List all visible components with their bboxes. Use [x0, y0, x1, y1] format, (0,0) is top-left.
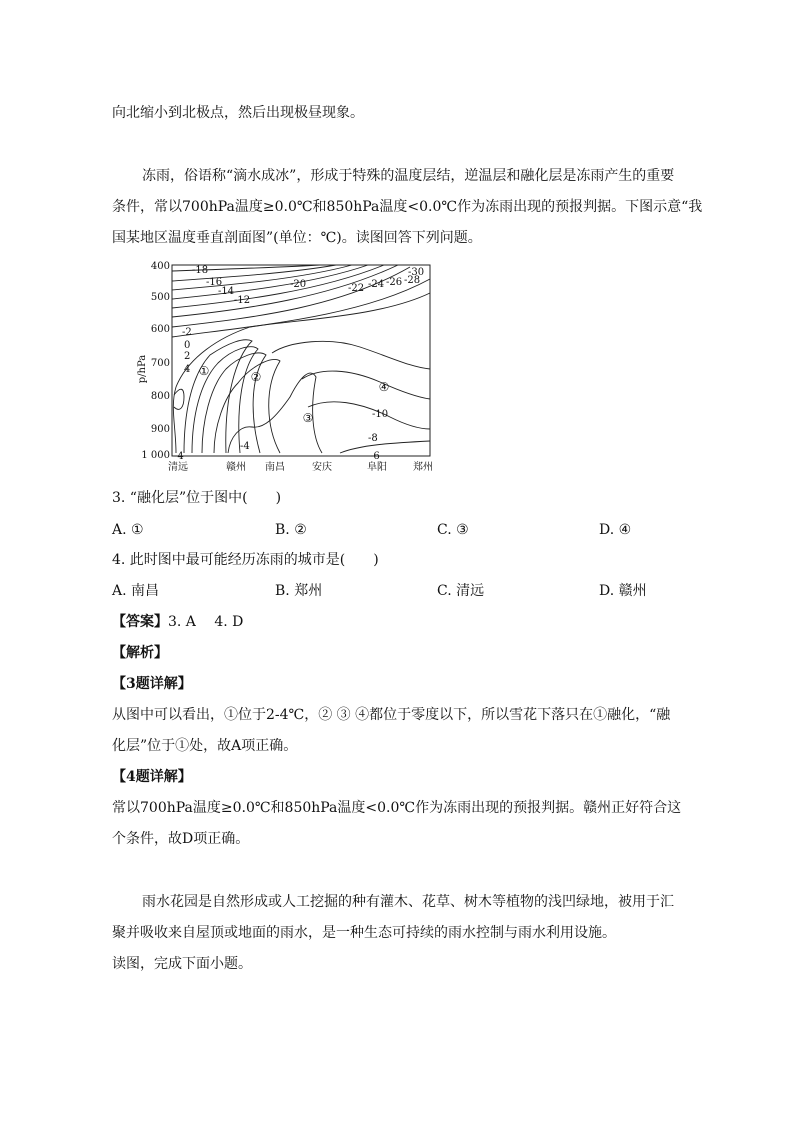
- intro-line-1: 冻雨，俗语称“滴水成冰”，形成于特殊的温度层结，逆温层和融化层是冻雨产生的重要: [142, 168, 675, 184]
- x-tick-label: 郑州: [413, 462, 433, 473]
- answer-label: 【答案】: [112, 614, 168, 630]
- isotherm-label: -26: [386, 277, 403, 288]
- isotherm-label: -16: [206, 277, 223, 288]
- region-marker-1: ①: [198, 364, 210, 378]
- x-tick-label: 赣州: [226, 462, 246, 473]
- x-tick-label: 阜阳: [367, 462, 387, 473]
- isotherm-label: -10: [372, 409, 389, 420]
- q4-option-b: B. 郑州: [275, 583, 323, 599]
- isotherm-label: -8: [368, 433, 378, 444]
- prev-answer-tail: 向北缩小到北极点，然后出现极昼现象。: [112, 105, 364, 121]
- detail-3-line-2: 化层”位于①处，故A项正确。: [112, 738, 298, 754]
- y-axis-label: p/hPa: [137, 354, 148, 384]
- isotherm-lines: [172, 265, 430, 453]
- q3-option-c: C. ③: [437, 522, 469, 538]
- y-tick-label: 400: [150, 261, 170, 272]
- isotherm-label: -2: [182, 327, 192, 338]
- question-3-stem: 3. “融化层”位于图中( ): [112, 490, 282, 506]
- isotherm-label: -28: [404, 275, 421, 286]
- detail-3-line-1: 从图中可以看出，①位于2-4℃，② ③ ④都位于零度以下，所以雪花下落只在①融化，“融: [112, 707, 671, 723]
- x-tick-label: 清远: [168, 462, 188, 473]
- y-tick-label: 900: [150, 424, 170, 435]
- isotherm-label: -24: [368, 279, 385, 290]
- isotherm-label: -14: [218, 286, 235, 297]
- q3-option-a: A. ①: [112, 522, 144, 538]
- x-tick-label: 安庆: [312, 462, 332, 473]
- isotherm-label: -22: [348, 283, 365, 294]
- y-tick-label: 1 000: [141, 450, 170, 461]
- answer-text: 3. A 4. D: [168, 614, 244, 630]
- isotherm-label: -4: [174, 451, 184, 462]
- q3-option-d: D. ④: [599, 522, 632, 538]
- y-tick-label: 800: [150, 391, 170, 402]
- q4-option-d: D. 赣州: [599, 583, 647, 599]
- analysis-label: 【解析】: [112, 645, 168, 661]
- q4-option-a: A. 南昌: [112, 583, 160, 599]
- answer-line: [112, 613, 243, 631]
- q3-option-b: B. ②: [275, 522, 307, 538]
- isotherm-label: -18: [192, 265, 209, 276]
- isotherm-label: 0: [184, 340, 191, 351]
- isotherm-label: -20: [290, 279, 307, 290]
- intro-line-2: 条件，常以700hPa温度≥0.0℃和850hPa温度<0.0℃作为冻雨出现的预报判据。下图示意“我: [112, 199, 703, 215]
- isotherm-label: 4: [184, 364, 191, 375]
- y-tick-label: 700: [150, 358, 170, 369]
- intro-line-3: 国某地区温度垂直剖面图”(单位：℃)。读图回答下列问题。: [112, 230, 482, 246]
- isotherm-label: -6: [370, 451, 380, 462]
- isotherm-label: 2: [184, 351, 191, 362]
- region-marker-4: ④: [378, 380, 390, 394]
- isotherm-label: -12: [234, 295, 251, 306]
- intro2-line-2: 聚并吸收来自屋顶或地面的雨水，是一种生态可持续的雨水控制与雨水利用设施。: [112, 925, 616, 941]
- x-tick-label: 南昌: [265, 462, 285, 473]
- plot-frame: [172, 265, 430, 456]
- intro2-line-3: 读图，完成下面小题。: [112, 956, 252, 972]
- detail-4-line-2: 个条件，故D项正确。: [112, 831, 250, 847]
- q4-option-c: C. 清远: [437, 583, 485, 599]
- isotherm-label: -4: [240, 441, 250, 452]
- isotherm-label: -30: [408, 267, 425, 278]
- question-4-stem: 4. 此时图中最可能经历冻雨的城市是( ): [112, 552, 379, 568]
- intro2-line-1: 雨水花园是自然形成或人工挖掘的种有灌木、花草、树木等植物的浅凹绿地，被用于汇: [142, 894, 674, 910]
- detail-3-title: 【3题详解】: [112, 676, 192, 692]
- temperature-vertical-profile-figure: [137, 257, 440, 477]
- y-tick-label: 600: [150, 324, 170, 335]
- detail-4-line-1: 常以700hPa温度≥0.0℃和850hPa温度<0.0℃作为冻雨出现的预报判据。赣州正好符合这: [112, 800, 682, 816]
- region-marker-2: ②: [250, 370, 262, 384]
- y-tick-label: 500: [150, 292, 170, 303]
- region-marker-3: ③: [302, 411, 314, 425]
- detail-4-title: 【4题详解】: [112, 769, 192, 785]
